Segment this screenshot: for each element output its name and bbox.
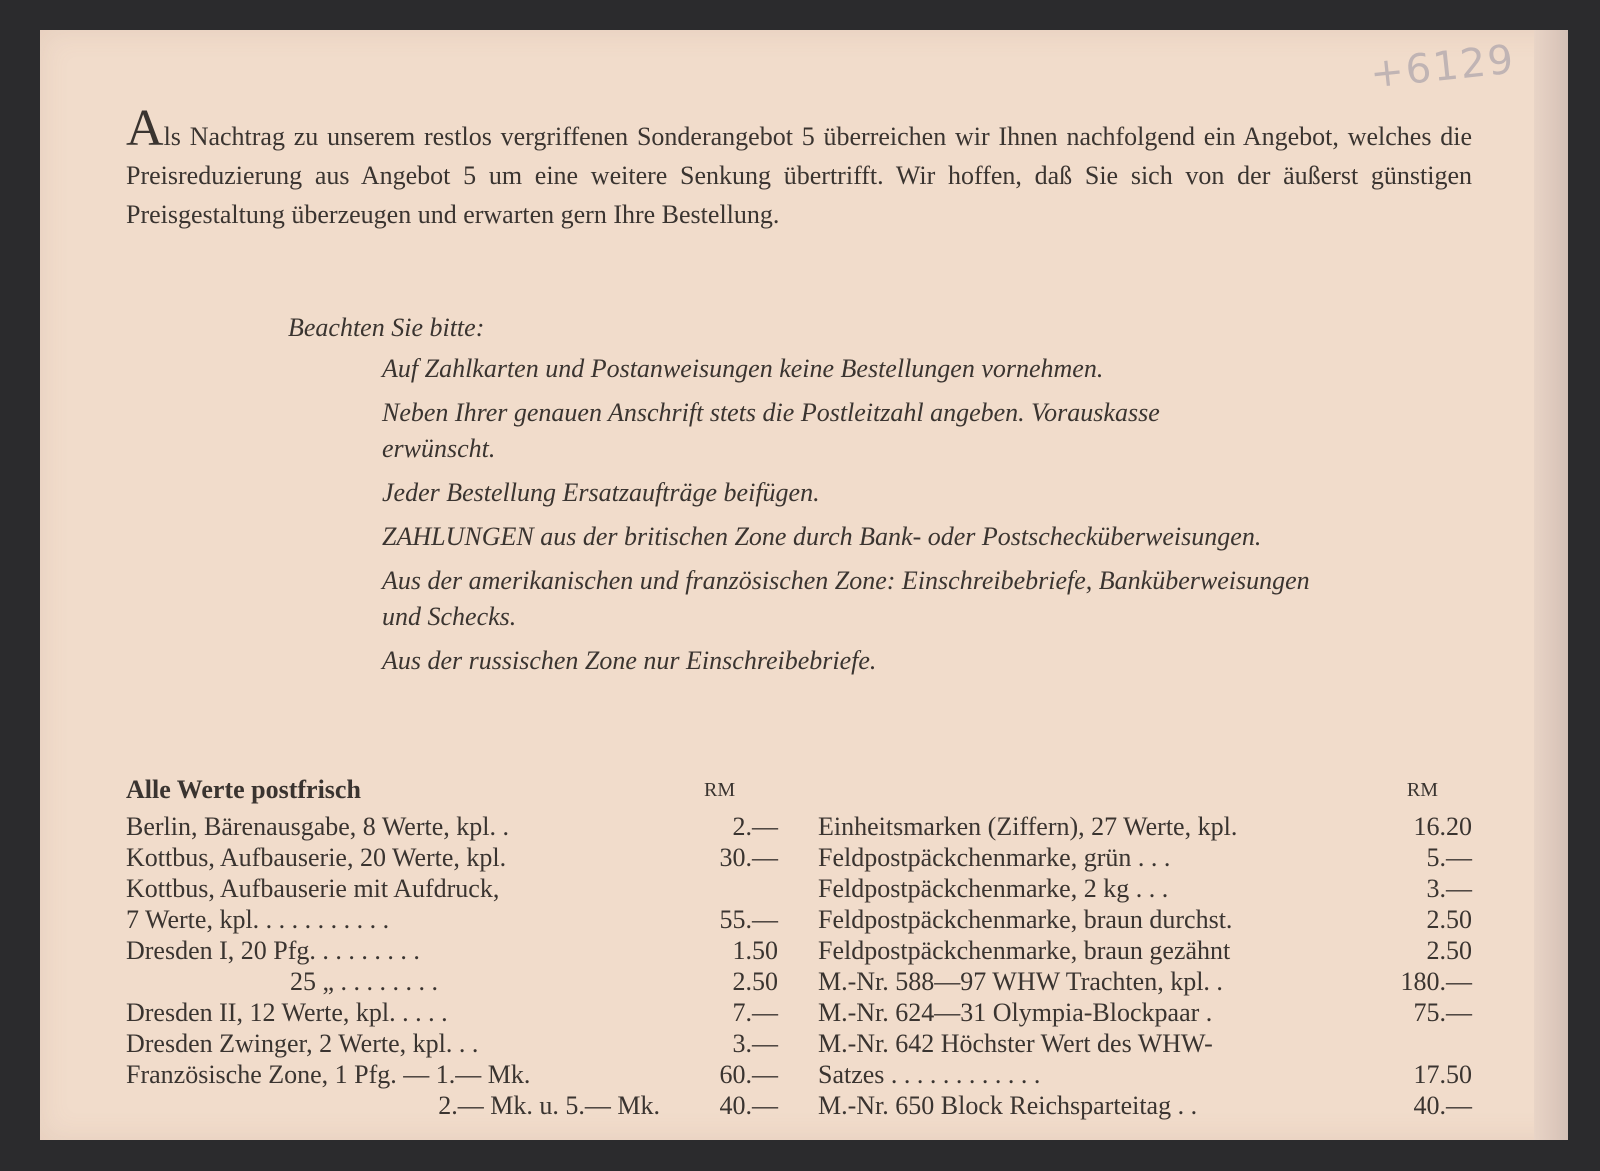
item-price (1372, 1028, 1472, 1059)
item-price: 40.— (719, 1091, 778, 1120)
table-row (126, 966, 778, 997)
table-row (126, 1028, 778, 1059)
table-row (818, 873, 1472, 904)
item-price: 17.50 (1413, 1060, 1472, 1089)
item-price: 3.— (732, 1029, 778, 1058)
item-price: 7.— (732, 998, 778, 1027)
item-label: Einheitsmarken (Ziffern), 27 Werte, kpl. (818, 812, 1238, 841)
item-price: 30.— (719, 843, 778, 872)
table-row (126, 904, 778, 935)
item-label: M.-Nr. 624—31 Olympia-Blockpaar . (818, 998, 1213, 1027)
table-row (126, 997, 778, 1028)
item-label: 25 „ . . . . . . . . (290, 967, 439, 996)
item-label: Kottbus, Aufbauserie mit Aufdruck, (126, 874, 500, 903)
item-label: M.-Nr. 642 Höchster Wert des WHW- (818, 1029, 1213, 1058)
item-price: 60.— (719, 1060, 778, 1089)
table-row (818, 811, 1472, 842)
note-item: Auf Zahlkarten und Postanweisungen keine Bestellungen vornehmen. (382, 354, 1104, 383)
item-label: Feldpostpäckchenmarke, 2 kg . . . (818, 874, 1169, 903)
drop-cap: A (126, 100, 164, 157)
item-label: Dresden II, 12 Werte, kpl. . . . . (126, 998, 448, 1027)
table-row (126, 1059, 778, 1090)
item-label: M.-Nr. 588—97 WHW Trachten, kpl. . (818, 967, 1223, 996)
table-row (818, 997, 1472, 1028)
price-list (126, 775, 1472, 1121)
item-price: 2.50 (1426, 936, 1472, 965)
price-list-header (126, 775, 1472, 811)
item-label: Feldpostpäckchenmarke, grün . . . (818, 843, 1171, 872)
notes-list (382, 351, 1322, 679)
table-row (818, 966, 1472, 997)
note-item: Aus der russischen Zone nur Einschreibebriefe. (382, 646, 877, 675)
notes-section (288, 313, 1322, 687)
table-row (818, 935, 1472, 966)
item-label: Dresden I, 20 Pfg. . . . . . . . . (126, 936, 420, 965)
price-list-title: Alle Werte postfrisch (126, 775, 361, 804)
item-price: 180.— (1400, 967, 1472, 996)
item-price: 3.— (1426, 874, 1472, 903)
item-price: 16.20 (1413, 812, 1472, 841)
item-label: Berlin, Bärenausgabe, 8 Werte, kpl. . (126, 812, 509, 841)
item-label: Kottbus, Aufbauserie, 20 Werte, kpl. (126, 843, 507, 872)
item-price: 2.50 (1426, 905, 1472, 934)
note-item: Jeder Bestellung Ersatzaufträge beifügen. (382, 478, 820, 507)
item-label: 2.— Mk. u. 5.— Mk. (438, 1091, 660, 1120)
table-row (818, 1090, 1472, 1121)
item-label: 7 Werte, kpl. . . . . . . . . . . (126, 905, 390, 934)
item-price: 40.— (1413, 1091, 1472, 1120)
table-row (818, 842, 1472, 873)
intro-text: ls Nachtrag zu unserem restlos vergriffenen Sonderangebot 5 überreichen wir Ihnen nachfolgend ein Angebot, welches die Preisreduzierung aus Angebot 5 um eine weitere Senkung übertrifft. Wir hoffen, daß Sie sich von der äußerst günstigen Preisgestaltung überzeugen und erwarten gern Ihre Bestellung. (126, 122, 1472, 229)
item-label: Satzes . . . . . . . . . . . . (818, 1060, 1041, 1089)
table-row (126, 842, 778, 873)
notes-heading: Beachten Sie bitte: (288, 313, 485, 342)
item-price: 55.— (719, 905, 778, 934)
table-row (818, 1059, 1472, 1090)
price-column-left (126, 811, 778, 1121)
price-column-right (818, 811, 1472, 1121)
item-label: Feldpostpäckchenmarke, braun gezähnt (818, 936, 1231, 965)
table-row (818, 904, 1472, 935)
item-label: Feldpostpäckchenmarke, braun durchst. (818, 905, 1233, 934)
intro-paragraph (126, 100, 1472, 234)
table-row (126, 1090, 778, 1121)
item-price: 5.— (1426, 843, 1472, 872)
table-row (818, 1028, 1472, 1059)
item-price: 75.— (1413, 998, 1472, 1027)
document-card (40, 30, 1568, 1140)
table-row (126, 873, 778, 904)
currency-label-right: RM (1406, 779, 1438, 801)
note-item: Neben Ihrer genauen Anschrift stets die Postleitzahl angeben. Vorauskasse erwünscht. (382, 398, 1160, 463)
item-price: 2.50 (732, 967, 778, 996)
item-price (668, 873, 778, 904)
item-price: 1.50 (732, 936, 778, 965)
item-price: 2.— (732, 812, 778, 841)
currency-label-left: RM (704, 779, 736, 801)
item-label: Dresden Zwinger, 2 Werte, kpl. . . (126, 1029, 479, 1058)
note-item: Aus der amerikanischen und französischen Zone: Einschreibebriefe, Banküberweisungen und Schecks. (382, 566, 1310, 631)
table-row (126, 935, 778, 966)
item-label: M.-Nr. 650 Block Reichsparteitag . . (818, 1091, 1198, 1120)
note-item: ZAHLUNGEN aus der britischen Zone durch Bank- oder Postschecküberweisungen. (382, 522, 1262, 551)
handwritten-annotation: +6129 (1367, 36, 1518, 98)
item-label: Französische Zone, 1 Pfg. — 1.— Mk. (126, 1060, 531, 1089)
table-row (126, 811, 778, 842)
paper-edge (1534, 30, 1568, 1140)
